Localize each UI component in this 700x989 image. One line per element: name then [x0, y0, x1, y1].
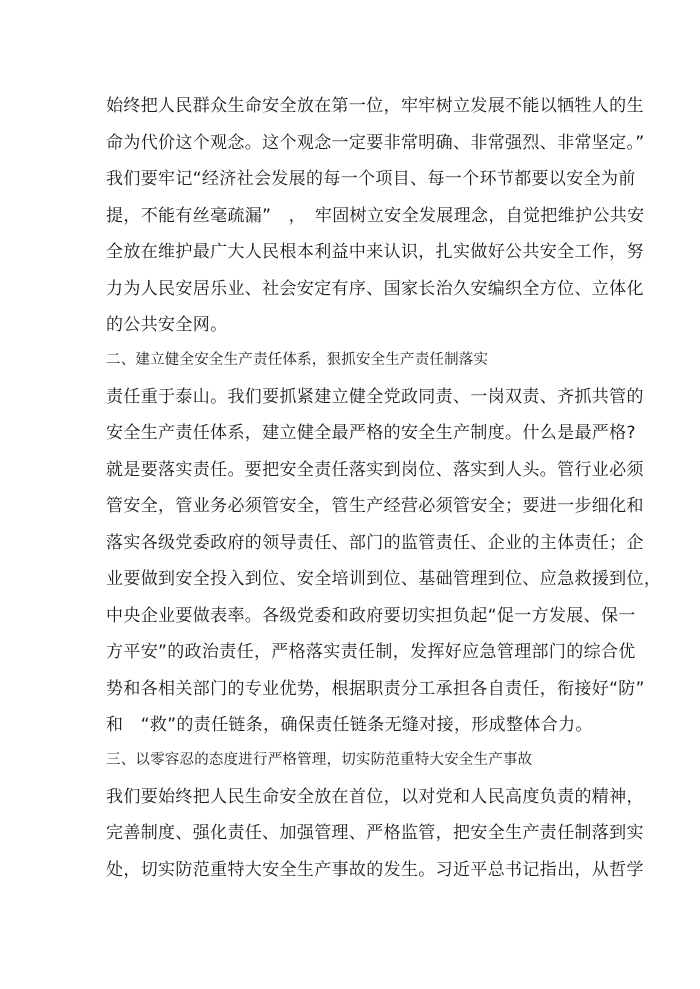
text-line: 就是要落实责任。要把安全责任落实到岗位、落实到人头。管行业必须	[106, 459, 644, 480]
text-line: 和 “救”的责任链条，确保责任链条无缝对接，形成整体合力。	[106, 715, 593, 735]
text-line: 全放在维护最广大人民根本利益中来认识，扎实做好公共安全工作，努	[106, 242, 644, 262]
text-line: 安全生产责任体系，建立健全最严格的安全生产制度。什么是最严格?	[106, 423, 636, 443]
text-line: 命为代价这个观念。这个观念一定要非常明确、非常强烈、非常坚定。”	[106, 132, 645, 153]
text-line: 方平安”的政治责任，严格落实责任制，发挥好应急管理部门的综合优	[106, 642, 636, 662]
paragraph-3	[106, 779, 644, 889]
section-heading-2: 二、建立健全安全生产责任体系，狠抓安全生产责任制落实	[106, 351, 489, 368]
text-line: 的公共安全网。	[106, 315, 228, 335]
text-line: 始终把人民群众生命安全放在第一位，牢牢树立发展不能以牺牲人的生	[106, 96, 644, 116]
text-line: 完善制度、强化责任、加强管理、严格监管，把安全生产责任制落到实	[106, 823, 644, 843]
text-line: 管安全，管业务必须管安全，管生产经营必须管安全；要进一步细化和	[106, 496, 644, 516]
text-line: 提，不能有丝毫疏漏” ， 牢固树立安全发展理念，自觉把维护公共安	[106, 205, 645, 226]
text-line: 中央企业要做表率。各级党委和政府要切实担负起“促一方发展、保一	[106, 605, 636, 626]
text-line: 业要做到安全投入到位、安全培训到位、基础管理到位、应急救援到位，	[106, 569, 662, 589]
text-line: 处，切实防范重特大安全生产事故的发生。习近平总书记指出，从哲学	[106, 859, 644, 880]
text-line: 势和各相关部门的专业优势，根据职责分工承担各自责任，衔接好“防”	[106, 678, 645, 699]
text-line: 力为人民安居乐业、社会安定有序、国家长治久安编织全方位、立体化	[106, 278, 644, 299]
document-page	[106, 88, 662, 888]
text-line: 我们要牢记“经济社会发展的每一个项目、每一个环节都要以安全为前	[106, 169, 636, 189]
text-line: 责任重于泰山。我们要抓紧建立健全党政同责、一岗双责、齐抓共管的	[106, 386, 644, 407]
text-line: 我们要始终把人民生命安全放在首位，以对党和人民高度负责的精神，	[106, 786, 644, 807]
paragraph-2	[106, 379, 662, 744]
paragraph-1	[106, 88, 645, 344]
section-heading-3: 三、以零容忍的态度进行严格管理，切实防范重特大安全生产事故	[106, 751, 533, 768]
text-line: 落实各级党委政府的领导责任、部门的监管责任、企业的主体责任；企	[106, 532, 644, 553]
